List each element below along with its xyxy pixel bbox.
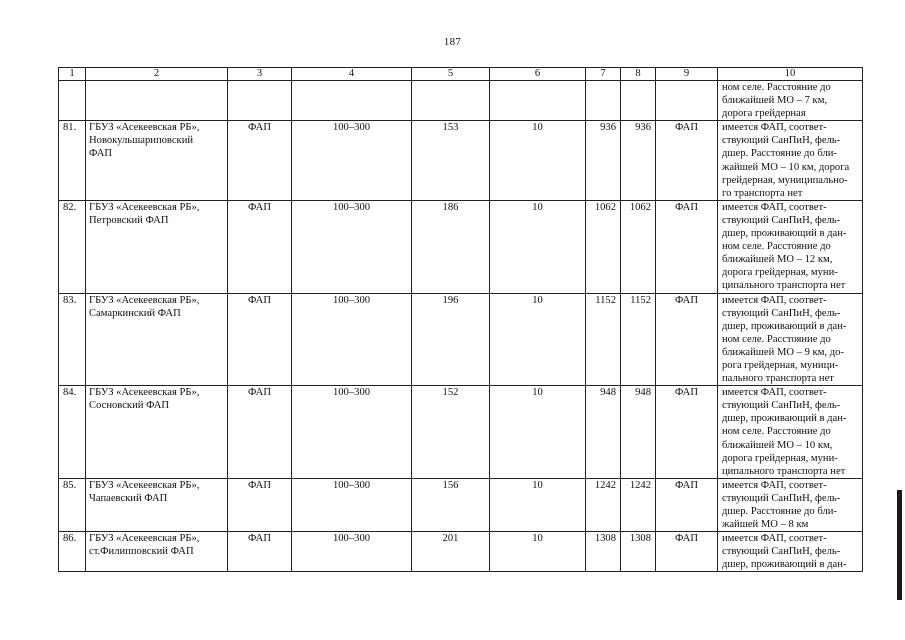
facility-name-line: Новокульшариповский [89,135,194,147]
column-header: 6 [490,68,586,81]
column-8-value: 1308 [621,532,656,572]
column-5-value: 156 [412,478,490,531]
facility-name-line: ст.Филипповский ФАП [89,546,194,558]
description-line: дшер. Расстояние до бли- [722,506,837,517]
description-line: имеется ФАП, соответ- [722,122,827,134]
page-bottom-cutoff [58,595,866,640]
description-cell [718,386,863,479]
column-6-value: 10 [490,121,586,201]
empty-cell [292,81,412,121]
population-range: 100–300 [292,293,412,386]
column-header: 5 [412,68,490,81]
column-5-value: 201 [412,532,490,572]
table-row [59,293,863,386]
description-line: жайшей МО – 8 км [722,519,809,531]
column-8-value: 1242 [621,478,656,531]
facility-type: ФАП [228,386,292,479]
empty-cell [86,81,228,121]
scan-edge-mark [897,490,902,600]
description-line: ципального транспорта нет [722,280,846,292]
column-header-row [59,68,863,81]
facility-name-line: ГБУЗ «Асекеевская РБ», [89,122,200,134]
empty-cell [586,81,621,121]
column-5-value: 196 [412,293,490,386]
population-range: 100–300 [292,121,412,201]
row-number: 85. [59,478,86,531]
description-line: дорога грейдерная, муни- [722,267,838,279]
row-number: 86. [59,532,86,572]
column-header: 10 [718,68,863,81]
column-7-value: 1242 [586,478,621,531]
row-number: 81. [59,121,86,201]
population-range: 100–300 [292,532,412,572]
row-number: 84. [59,386,86,479]
column-header: 3 [228,68,292,81]
facility-name-line: Чапаевский ФАП [89,492,168,504]
description-line: ном селе. Расстояние до [722,426,831,438]
table-row [59,121,863,201]
description-line: ствующий СанПиН, фель- [722,135,841,147]
description-cell [718,121,863,201]
column-7-value: 936 [586,121,621,201]
description-line: ближайшей МО – 10 км, [722,439,833,451]
column-9-value: ФАП [656,532,718,572]
description-line: пального транспорта нет [722,373,834,385]
description-cell [718,200,863,293]
facility-name-line: Сосновский ФАП [89,400,170,412]
continuation-row [59,81,863,121]
empty-cell [621,81,656,121]
column-7-value: 1308 [586,532,621,572]
description-line: ближайшей МО – 9 км, до- [722,346,844,358]
description-line: ближайшей МО – 7 км, [722,95,828,107]
empty-cell [59,81,86,121]
column-9-value: ФАП [656,121,718,201]
column-header: 2 [86,68,228,81]
table-row [59,200,863,293]
description-cell [718,532,863,572]
row-number: 82. [59,200,86,293]
description-line: дшер, проживающий в дан- [722,320,847,332]
column-5-value: 186 [412,200,490,293]
column-header: 9 [656,68,718,81]
description-line: ствующий СанПиН, фель- [722,492,841,504]
table-row [59,386,863,479]
column-9-value: ФАП [656,293,718,386]
facility-name [86,386,228,479]
empty-cell [228,81,292,121]
column-6-value: 10 [490,293,586,386]
facility-name-line: Петровский ФАП [89,214,169,226]
column-8-value: 948 [621,386,656,479]
page-number: 187 [443,36,462,48]
column-5-value: 153 [412,121,490,201]
description-line: дшер, проживающий в дан- [722,559,847,571]
description-line: имеется ФАП, соответ- [722,533,827,545]
column-8-value: 1152 [621,293,656,386]
description-line: имеется ФАП, соответ- [722,201,827,213]
description-line: го транспорта нет [722,187,803,199]
column-header: 1 [59,68,86,81]
facility-name-line: ГБУЗ «Асекеевская РБ», [89,201,200,213]
description-line: рога грейдерная, муници- [722,359,839,371]
facility-name-line: Самаркинский ФАП [89,307,181,319]
empty-cell [490,81,586,121]
column-6-value: 10 [490,200,586,293]
facility-name [86,293,228,386]
facility-type: ФАП [228,293,292,386]
description-line: имеется ФАП, соответ- [722,479,827,491]
description-cell [718,81,863,121]
column-header: 4 [292,68,412,81]
column-7-value: 1152 [586,293,621,386]
column-6-value: 10 [490,478,586,531]
description-line: грейдерная, муниципально- [722,174,848,186]
column-8-value: 936 [621,121,656,201]
description-line: ближайшей МО – 12 км, [722,254,833,266]
description-line: ном селе. Расстояние до [722,333,831,345]
population-range: 100–300 [292,200,412,293]
facility-name [86,121,228,201]
description-line: ствующий СанПиН, фель- [722,400,841,412]
column-7-value: 948 [586,386,621,479]
description-line: ствующий СанПиН, фель- [722,546,841,558]
description-line: ном селе. Расстояние до [722,241,831,253]
facility-type: ФАП [228,478,292,531]
column-header: 8 [621,68,656,81]
description-line: имеется ФАП, соответ- [722,387,827,399]
column-header: 7 [586,68,621,81]
description-line: дорога грейдерная, муни- [722,452,838,464]
column-9-value: ФАП [656,386,718,479]
description-line: жайшей МО – 10 км, дорога [722,161,850,173]
population-range: 100–300 [292,386,412,479]
description-line: дшер. Расстояние до бли- [722,148,837,160]
description-line: ном селе. Расстояние до [722,82,831,93]
description-line: дшер, проживающий в дан- [722,228,847,240]
column-9-value: ФАП [656,478,718,531]
column-8-value: 1062 [621,200,656,293]
column-7-value: 1062 [586,200,621,293]
facility-name [86,200,228,293]
row-number: 83. [59,293,86,386]
description-line: ствующий СанПиН, фель- [722,307,841,319]
description-line: дшер, проживающий в дан- [722,413,847,425]
description-line: дорога грейдерная [722,108,806,120]
description-line: ципального транспорта нет [722,465,846,477]
description-line: ствующий СанПиН, фель- [722,214,841,226]
description-line: имеется ФАП, соответ- [722,294,827,306]
column-6-value: 10 [490,386,586,479]
facility-name [86,478,228,531]
column-6-value: 10 [490,532,586,572]
table-row [59,532,863,572]
empty-cell [656,81,718,121]
column-9-value: ФАП [656,200,718,293]
facility-type: ФАП [228,200,292,293]
facility-name-line: ГБУЗ «Асекеевская РБ», [89,294,200,306]
facilities-table [58,67,863,572]
facility-type: ФАП [228,532,292,572]
facility-name-line: ГБУЗ «Асекеевская РБ», [89,387,200,399]
table-row [59,478,863,531]
facility-name [86,532,228,572]
facility-type: ФАП [228,121,292,201]
population-range: 100–300 [292,478,412,531]
column-5-value: 152 [412,386,490,479]
description-cell [718,478,863,531]
facility-name-line: ГБУЗ «Асекеевская РБ», [89,479,200,491]
facility-name-line: ФАП [89,148,113,160]
description-cell [718,293,863,386]
empty-cell [412,81,490,121]
facility-name-line: ГБУЗ «Асекеевская РБ», [89,533,200,545]
